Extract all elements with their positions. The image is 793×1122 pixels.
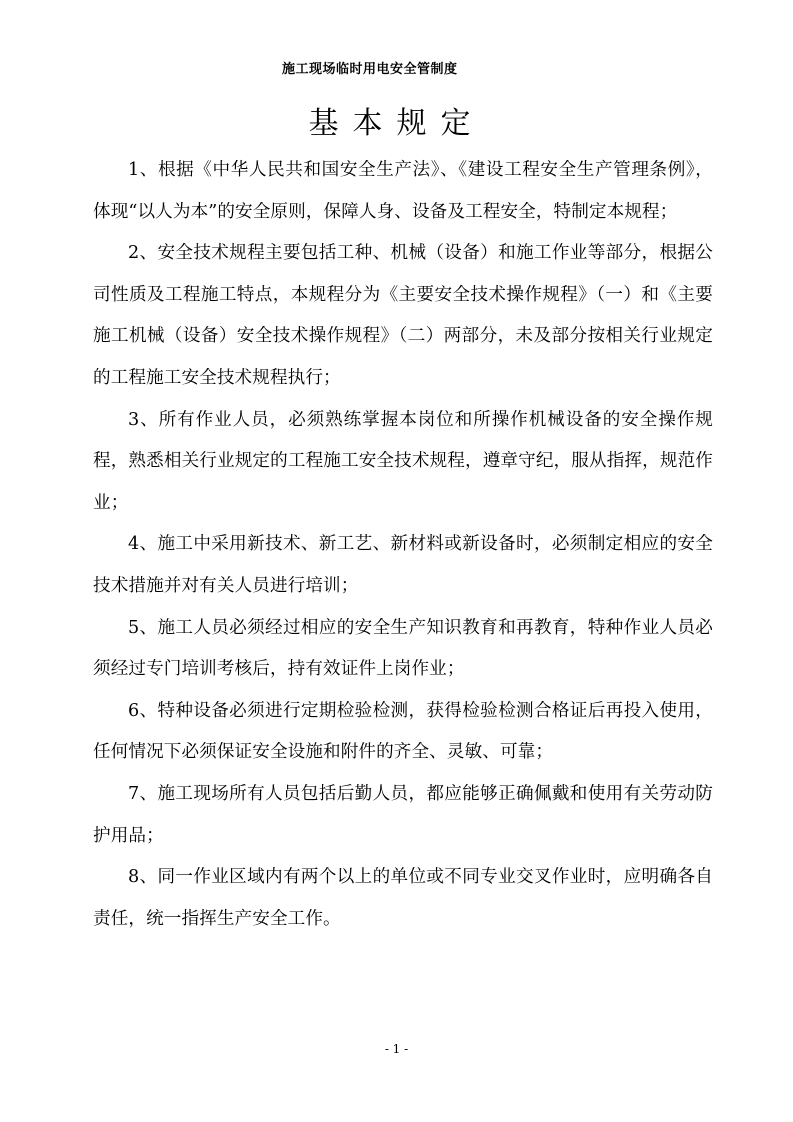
running-header: 施工现场临时用电安全管制度 [282, 62, 458, 77]
paragraph-2: 2、安全技术规程主要包括工种、机械（设备）和施工作业等部分，根据公司性质及工程施工特点，本规程分为《主要安全技术操作规程》（一）和《主要施工机械（设备）安全技术操作规程》（二）两部分，未及部分按相关行业规定的工程施工安全技术规程执行； [93, 243, 713, 388]
paragraph-3: 3、所有作业人员，必须熟练掌握本岗位和所操作机械设备的安全操作规程，熟悉相关行业规定的工程施工安全技术规程，遵章守纪，服从指挥，规范作业； [93, 409, 713, 513]
body-text [93, 150, 713, 940]
paragraph-4: 4、施工中采用新技术、新工艺、新材料或新设备时，必须制定相应的安全技术措施并对有关人员进行培训； [93, 534, 713, 596]
paragraph-1: 1、根据《中华人民共和国安全生产法》、《建设工程安全生产管理条例》，体现“以人为本”的安全原则，保障人身、设备及工程安全，特制定本规程； [93, 160, 713, 222]
page-number: - 1 - [384, 1042, 409, 1056]
paragraph-7: 7、施工现场所有人员包括后勤人员，都应能够正确佩戴和使用有关劳动防护用品； [93, 783, 713, 846]
paragraph-6: 6、特种设备必须进行定期检验检测，获得检验检测合格证后再投入使用，任何情况下必须保证安全设施和附件的齐全、灵敏、可靠； [93, 700, 713, 763]
paragraph-8: 8、同一作业区域内有两个以上的单位或不同专业交叉作业时，应明确各自责任，统一指挥生产安全工作。 [93, 867, 713, 929]
paragraph-5: 5、施工人员必须经过相应的安全生产知识教育和再教育，特种作业人员必须经过专门培训考核后，持有效证件上岗作业； [93, 617, 713, 680]
page-title: 基本规定 [308, 106, 485, 142]
